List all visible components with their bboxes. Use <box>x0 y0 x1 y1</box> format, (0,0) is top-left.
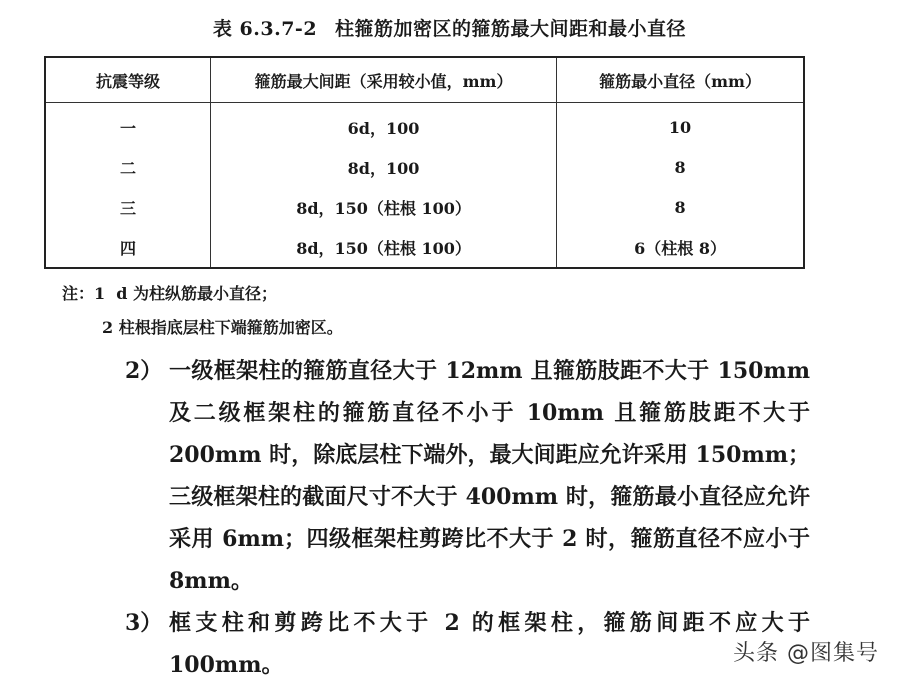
table-number: 表 6.3.7-2 <box>212 18 318 40</box>
table-title: 柱箍筋加密区的箍筋最大间距和最小直径 <box>335 18 687 40</box>
cell-spacing: 6d，100 <box>211 103 557 148</box>
table-row <box>45 103 804 148</box>
paragraph-3 <box>125 602 810 686</box>
table-row <box>45 147 804 187</box>
note-1-text: d 为柱纵筋最小直径； <box>116 284 278 303</box>
paragraph-number: 2） <box>125 358 163 384</box>
cell-diameter: 10 <box>557 103 804 148</box>
stirrup-spec-table <box>44 56 805 269</box>
table-notes <box>62 277 343 345</box>
note-prefix: 注：1 <box>62 284 106 303</box>
cell-diameter: 8 <box>557 187 804 227</box>
header-min-diameter: 箍筋最小直径（mm） <box>557 57 804 103</box>
table-row <box>45 227 804 268</box>
paragraph-text: 框支柱和剪跨比不大于 2 的框架柱，箍筋间距不应大于 100mm。 <box>169 610 810 678</box>
cell-grade: 二 <box>45 147 211 187</box>
paragraph-2 <box>125 350 810 602</box>
cell-spacing: 8d，100 <box>211 147 557 187</box>
table-header-row <box>45 57 804 103</box>
cell-diameter: 6（柱根 8） <box>557 227 804 268</box>
paragraph-number: 3） <box>125 610 163 636</box>
cell-diameter: 8 <box>557 147 804 187</box>
table-caption <box>0 14 899 41</box>
paragraph-text: 一级框架柱的箍筋直径大于 12mm 且箍筋肢距不大于 150mm 及二级框架柱的箍筋直径不小于 10mm 且箍筋肢距不大于 200mm 时，除底层柱下端外，最大间距应允许采用 150mm；三级框架柱的截面尺寸不大于 400mm 时，箍筋最小直径应允许采用 6mm；四级框架柱剪跨比不大于 2 时，箍筋直径不应小于 8mm。 <box>169 358 810 594</box>
cell-grade: 三 <box>45 187 211 227</box>
note-2: 2 柱根指底层柱下端箍筋加密区。 <box>102 318 343 337</box>
cell-spacing: 8d，150（柱根 100） <box>211 187 557 227</box>
table-row <box>45 187 804 227</box>
cell-grade: 一 <box>45 103 211 148</box>
note-1 <box>62 277 343 311</box>
body-text <box>125 350 810 686</box>
header-max-spacing: 箍筋最大间距（采用较小值，mm） <box>211 57 557 103</box>
cell-spacing: 8d，150（柱根 100） <box>211 227 557 268</box>
header-seismic-grade: 抗震等级 <box>45 57 211 103</box>
cell-grade: 四 <box>45 227 211 268</box>
watermark: 头条 @图集号 <box>733 641 879 666</box>
